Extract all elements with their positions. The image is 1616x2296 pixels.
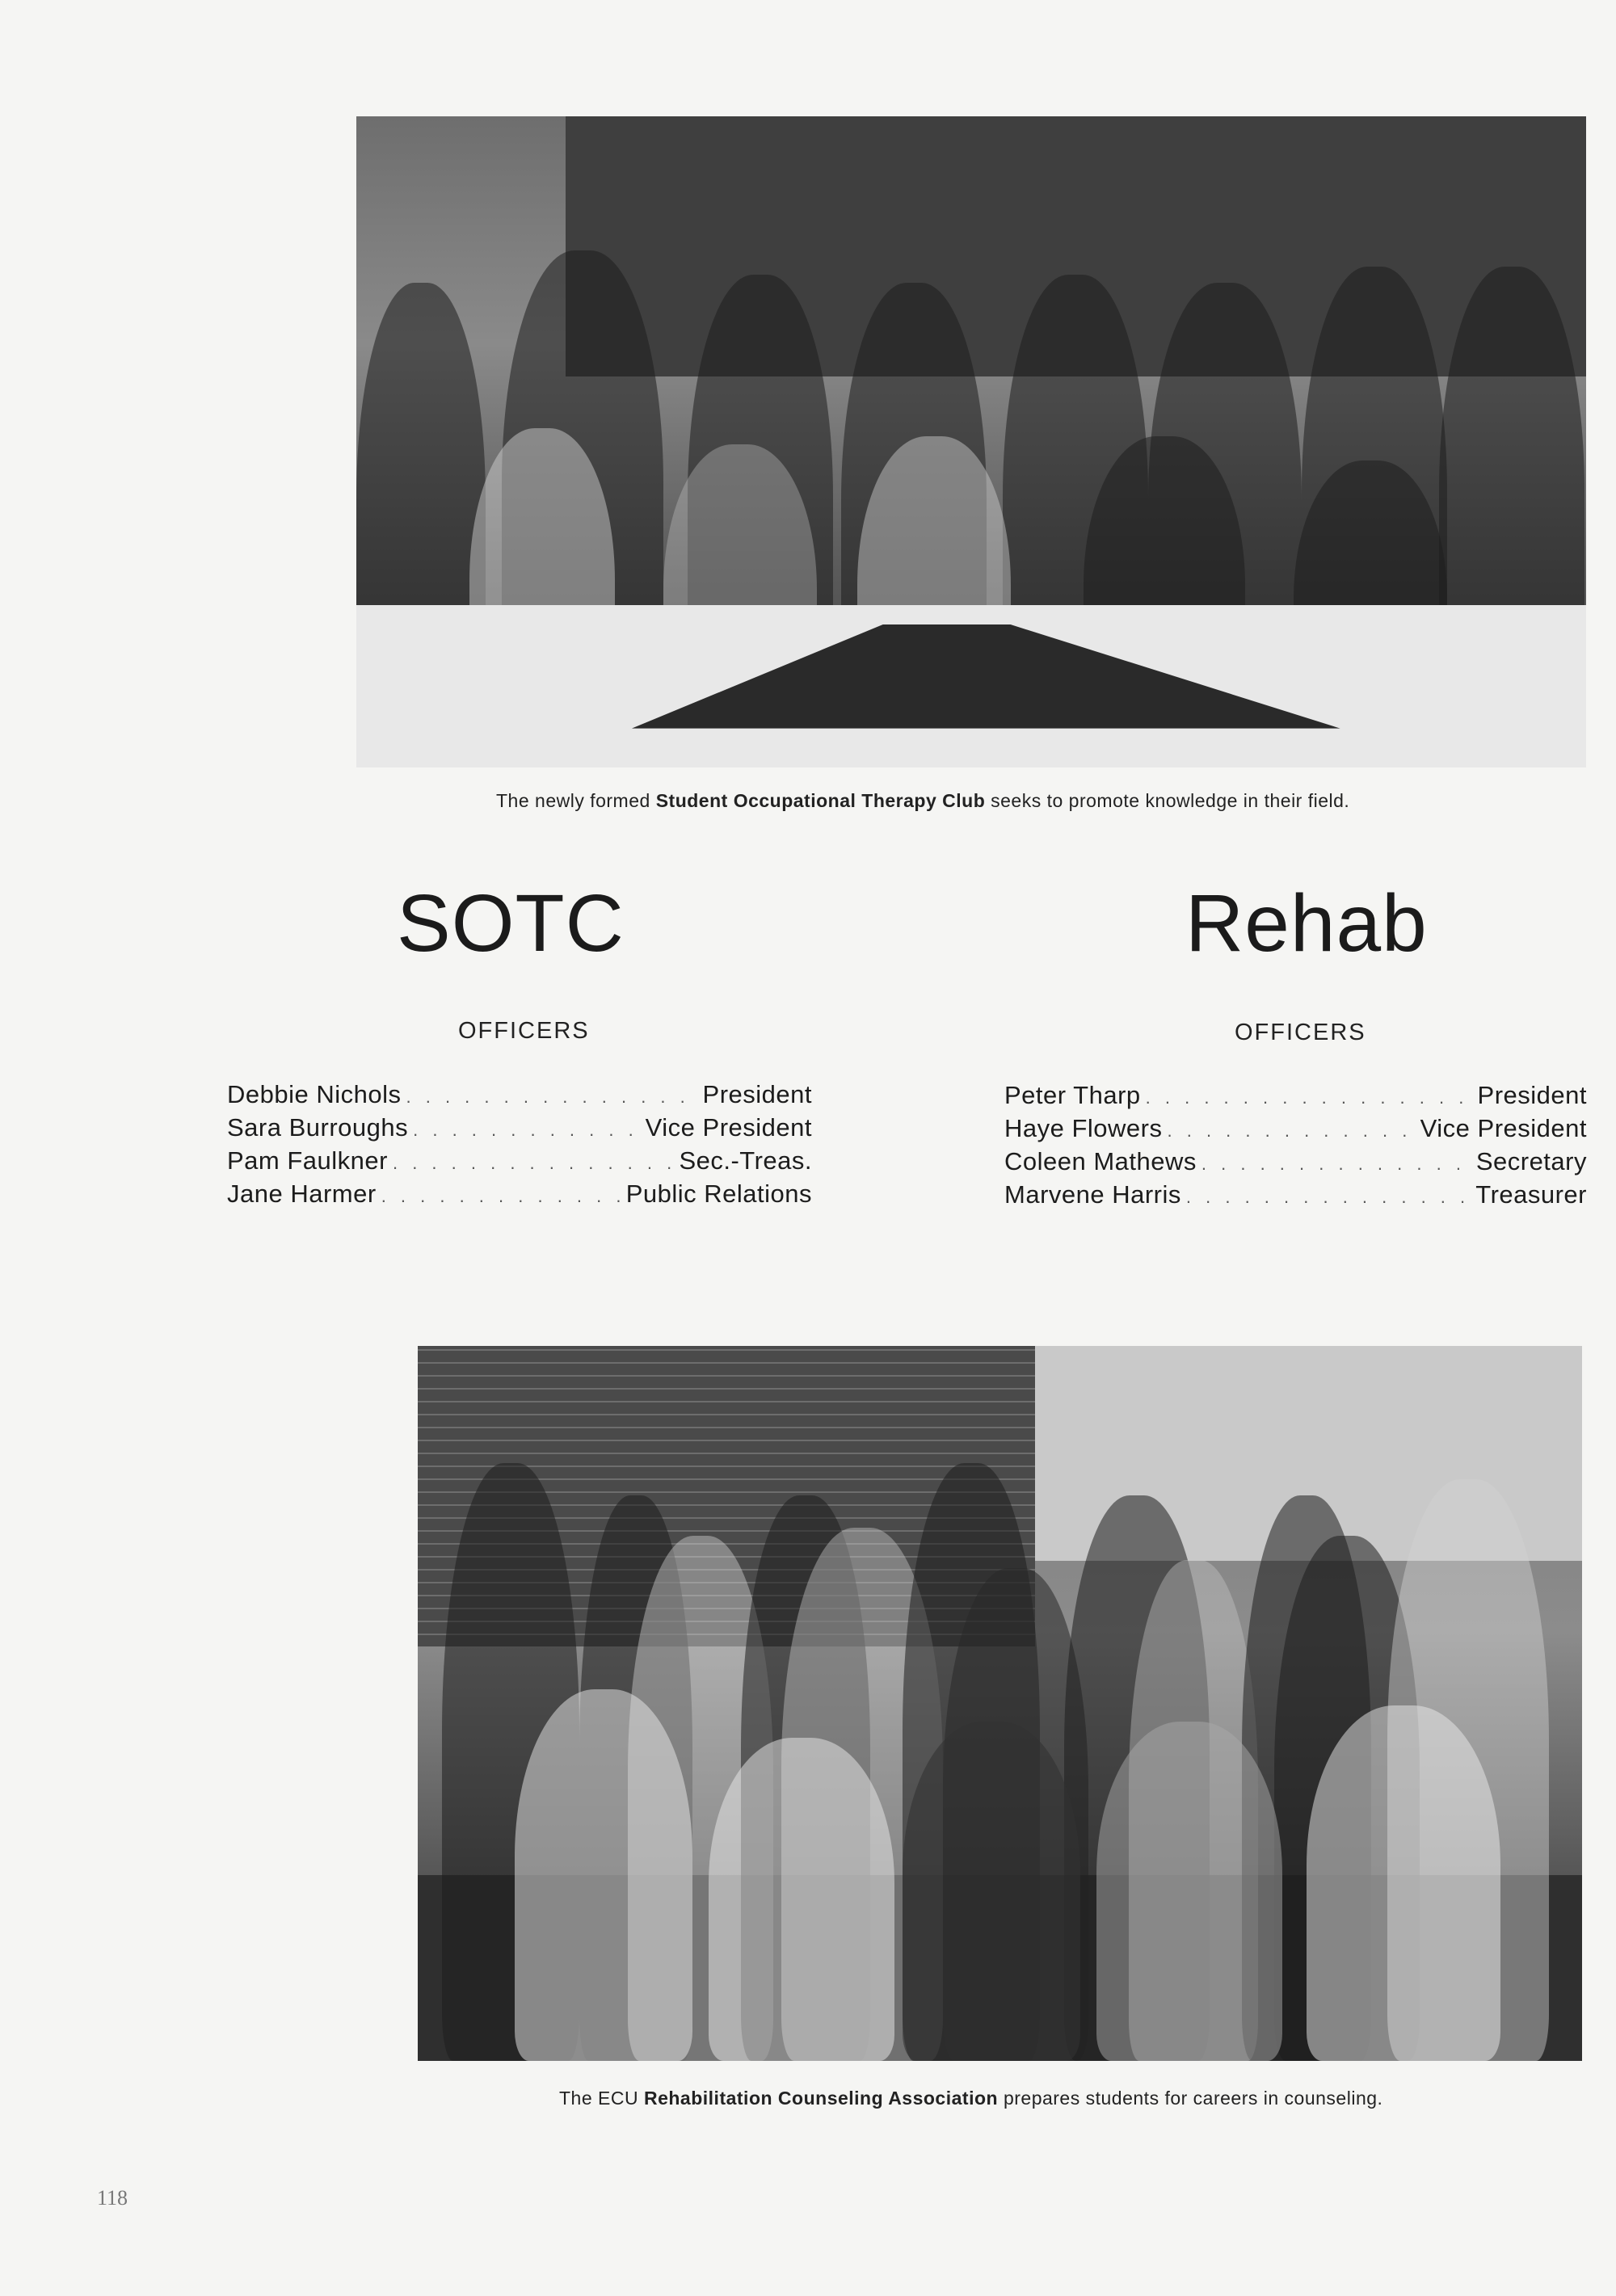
sotc-officers-heading: OFFICERS: [458, 1018, 590, 1044]
sotc-photo-caption: The newly formed Student Occupational Therapy Club seeks to promote knowledge in their field.: [496, 790, 1350, 811]
leader-dots: [406, 1087, 698, 1108]
officer-row: [227, 1180, 812, 1213]
rehab-group-photo: [418, 1346, 1582, 2061]
officer-name: Marvene Harris: [1004, 1180, 1181, 1209]
sotc-group-photo: [356, 116, 1586, 767]
officer-row: [1004, 1180, 1587, 1213]
officer-row: [227, 1146, 812, 1180]
officer-name: Sara Burroughs: [227, 1113, 409, 1142]
rehab-officers-heading: OFFICERS: [1235, 1020, 1366, 1045]
rehab-officers-list: [1004, 1081, 1587, 1213]
leader-dots: [381, 1186, 621, 1207]
officer-name: Haye Flowers: [1004, 1114, 1163, 1142]
officer-role: President: [702, 1080, 812, 1108]
officer-name: Peter Tharp: [1004, 1081, 1141, 1109]
officer-name: Debbie Nichols: [227, 1080, 402, 1108]
officer-role: Treasurer: [1475, 1180, 1587, 1209]
officer-role: Sec.-Treas.: [679, 1146, 812, 1175]
officer-role: Public Relations: [625, 1180, 812, 1208]
officer-role: Vice President: [1420, 1114, 1587, 1142]
officer-row: [1004, 1147, 1587, 1180]
officer-role: Vice President: [645, 1113, 812, 1142]
leader-dots: [393, 1153, 674, 1174]
officer-name: Coleen Mathews: [1004, 1147, 1197, 1175]
officer-name: Jane Harmer: [227, 1180, 377, 1208]
rehab-photo-caption: The ECU Rehabilitation Counseling Association prepares students for careers in counseling.: [559, 2088, 1383, 2109]
page-number: 118: [97, 2186, 128, 2210]
officer-row: [1004, 1081, 1587, 1114]
rehab-title: Rehab: [1185, 878, 1428, 969]
officer-role: Secretary: [1475, 1147, 1587, 1175]
leader-dots: [1186, 1187, 1471, 1208]
officer-row: [227, 1113, 812, 1146]
sotc-title: SOTC: [397, 878, 625, 969]
leader-dots: [1146, 1087, 1473, 1108]
officer-role: President: [1477, 1081, 1587, 1109]
leader-dots: [1168, 1121, 1416, 1142]
people-silhouettes: [418, 1346, 1582, 2061]
leader-dots: [1201, 1154, 1471, 1175]
sotc-officers-list: [227, 1080, 812, 1213]
officer-name: Pam Faulkner: [227, 1146, 388, 1175]
officer-row: [1004, 1114, 1587, 1147]
leader-dots: [413, 1120, 641, 1141]
officer-row: [227, 1080, 812, 1113]
